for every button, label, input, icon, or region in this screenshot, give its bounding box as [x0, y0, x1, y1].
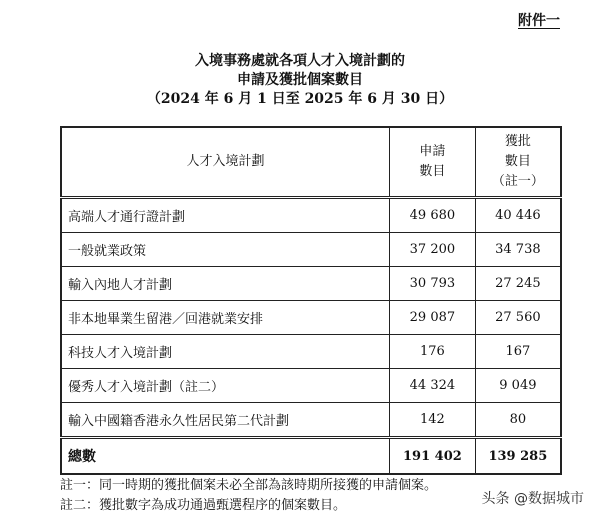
table-row: [61, 403, 561, 438]
applications-count: 37 200: [390, 233, 476, 267]
title-line-2: 申請及獲批個案數目: [237, 72, 363, 88]
footnotes: [60, 476, 437, 516]
scheme-name: 一般就業政策: [61, 233, 390, 267]
approved-count: 9 049: [475, 369, 561, 403]
header-applications: [390, 127, 476, 198]
approved-count: 80: [475, 403, 561, 438]
applications-count: 29 087: [390, 301, 476, 335]
total-label: 總數: [61, 438, 390, 475]
header-applications-line-1: 申請: [419, 144, 446, 159]
header-scheme: 人才入境計劃: [61, 127, 390, 198]
approved-count: 40 446: [475, 198, 561, 233]
scheme-name: 優秀人才入境計劃（註二）: [61, 369, 390, 403]
scheme-name: 科技人才入境計劃: [61, 335, 390, 369]
footnote-1: 註一：同一時期的獲批個案未必全部為該時期所接獲的申請個案。: [60, 478, 438, 493]
approved-count: 27 245: [475, 267, 561, 301]
title-line-1: 入境事務處就各項人才入境計劃的: [195, 53, 405, 69]
scheme-name: 高端人才通行證計劃: [61, 198, 390, 233]
footnote-2: 註二：獲批數字為成功通過甄選程序的個案數目。: [60, 498, 347, 513]
header-approved-line-1: 獲批: [504, 134, 531, 149]
scheme-name: 非本地畢業生留港／回港就業安排: [61, 301, 390, 335]
table-row: [61, 301, 561, 335]
approved-count: 167: [475, 335, 561, 369]
applications-count: 30 793: [390, 267, 476, 301]
scheme-name: 輸入中國籍香港永久性居民第二代計劃: [61, 403, 390, 438]
total-approved: 139 285: [475, 438, 561, 475]
title-period: （2024 年 6 月 1 日至 2025 年 6 月 30 日）: [146, 91, 454, 107]
table-row: [61, 233, 561, 267]
document-title: [0, 52, 600, 109]
annex-label: 附件一: [518, 13, 560, 29]
scheme-name: 輸入內地人才計劃: [61, 267, 390, 301]
header-approved-line-2: 數目: [504, 154, 531, 169]
watermark: 头条 @数据城市: [478, 486, 588, 510]
talent-scheme-table: [60, 126, 562, 475]
total-row: [61, 438, 561, 475]
applications-count: 44 324: [390, 369, 476, 403]
total-applications: 191 402: [390, 438, 476, 475]
applications-count: 49 680: [390, 198, 476, 233]
table-row: [61, 369, 561, 403]
header-approved: [475, 127, 561, 198]
table-row: [61, 335, 561, 369]
table-header-row: [61, 127, 561, 198]
approved-count: 34 738: [475, 233, 561, 267]
table-row: [61, 267, 561, 301]
applications-count: 176: [390, 335, 476, 369]
applications-count: 142: [390, 403, 476, 438]
header-applications-line-2: 數目: [419, 164, 446, 179]
header-approved-line-3: （註一）: [491, 174, 544, 189]
approved-count: 27 560: [475, 301, 561, 335]
table-row: [61, 198, 561, 233]
